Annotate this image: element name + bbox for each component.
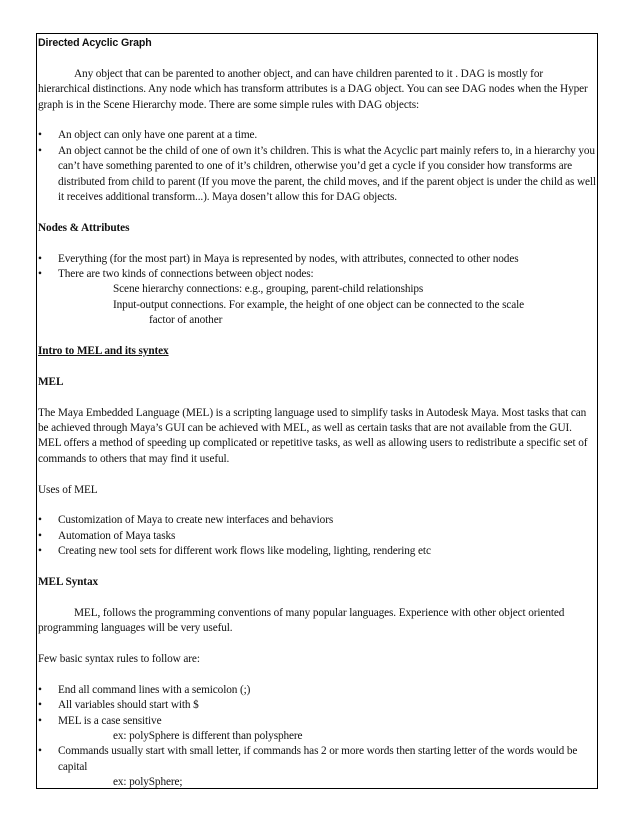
- sub-scene-connections: Scene hierarchy connections: e.g., grouping, parent-child relationships: [113, 283, 424, 296]
- document-body: [38, 36, 596, 791]
- list-item: • An object cannot be the child of one of own it’s children. This is what the Acyclic part mainly refers to, in a hierarchy you can’t have something parented to one of it’s children, otherwise you’d get a cycle if you consider how transforms are distributed from child to parent (If you move the parent, the child moves, and if the parent object is under the child as well it receives additional transform...). Maya dosen’t allow this for DAG objects.: [38, 144, 596, 206]
- list-item: • End all command lines with a semicolon (;): [38, 683, 596, 698]
- list-item: • Automation of Maya tasks: [38, 529, 596, 544]
- sub-io-continuation: factor of another: [149, 314, 223, 327]
- dag-rules-list: [38, 128, 596, 205]
- dag-intro: Any object that can be parented to another object, and can have children parented to it . DAG is mostly for hierarchical distinctions. Any node which has transform attributes is a DAG object. You can see DAG nodes when the Hyper graph is in the Scene Hierarchy mode. There are some simple rules with DAG objects:: [38, 67, 588, 111]
- syntax-paragraph: MEL, follows the programming conventions of many popular languages. Experience with other object oriented programming languages will be very useful.: [38, 606, 565, 635]
- mel-paragraph: The Maya Embedded Language (MEL) is a scripting language used to simplify tasks in Autodesk Maya. Most tasks that can be achieved through Maya’s GUI can be achieved with MEL, as well as certain tasks that are not available from the GUI. MEL offers a method of speeding up complicated or repetitive tasks, as well as allowing users to redistribute a specific set of commands to others that may find it useful.: [38, 406, 588, 465]
- example-command: ex: polySphere;: [113, 776, 183, 789]
- list-item: • Creating new tool sets for different work flows like modeling, lighting, rendering etc: [38, 544, 596, 559]
- list-item: • All variables should start with $: [38, 698, 596, 713]
- list-item: • Everything (for the most part) in Maya is represented by nodes, with attributes, connected to other nodes: [38, 252, 596, 267]
- heading-uses: Uses of MEL: [38, 483, 98, 496]
- heading-intro-mel: Intro to MEL and its syntex: [38, 345, 169, 358]
- sub-io-connections: Input-output connections. For example, the height of one object can be connected to the scale: [113, 298, 525, 311]
- list-item: • Commands usually start with small letter, if commands has 2 or more words then starting letter of the words would be capital: [38, 744, 596, 775]
- list-item: • Customization of Maya to create new interfaces and behaviors: [38, 513, 596, 528]
- list-item: • An object can only have one parent at a time.: [38, 128, 596, 143]
- heading-nodes: Nodes & Attributes: [38, 221, 130, 234]
- syntax-rules-list-cont: [38, 744, 596, 775]
- example-case-sensitive: ex: polySphere is different than polysphere: [113, 730, 303, 743]
- heading-syntax: MEL Syntax: [38, 576, 99, 589]
- nodes-list: [38, 252, 596, 283]
- uses-list: [38, 513, 596, 559]
- syntax-rules-list: [38, 683, 596, 729]
- heading-dag: Directed Acyclic Graph: [38, 37, 152, 49]
- list-item: • MEL is a case sensitive: [38, 714, 596, 729]
- heading-mel: MEL: [38, 375, 64, 388]
- syntax-rules-intro: Few basic syntax rules to follow are:: [38, 653, 200, 666]
- list-item: • There are two kinds of connections between object nodes:: [38, 267, 596, 282]
